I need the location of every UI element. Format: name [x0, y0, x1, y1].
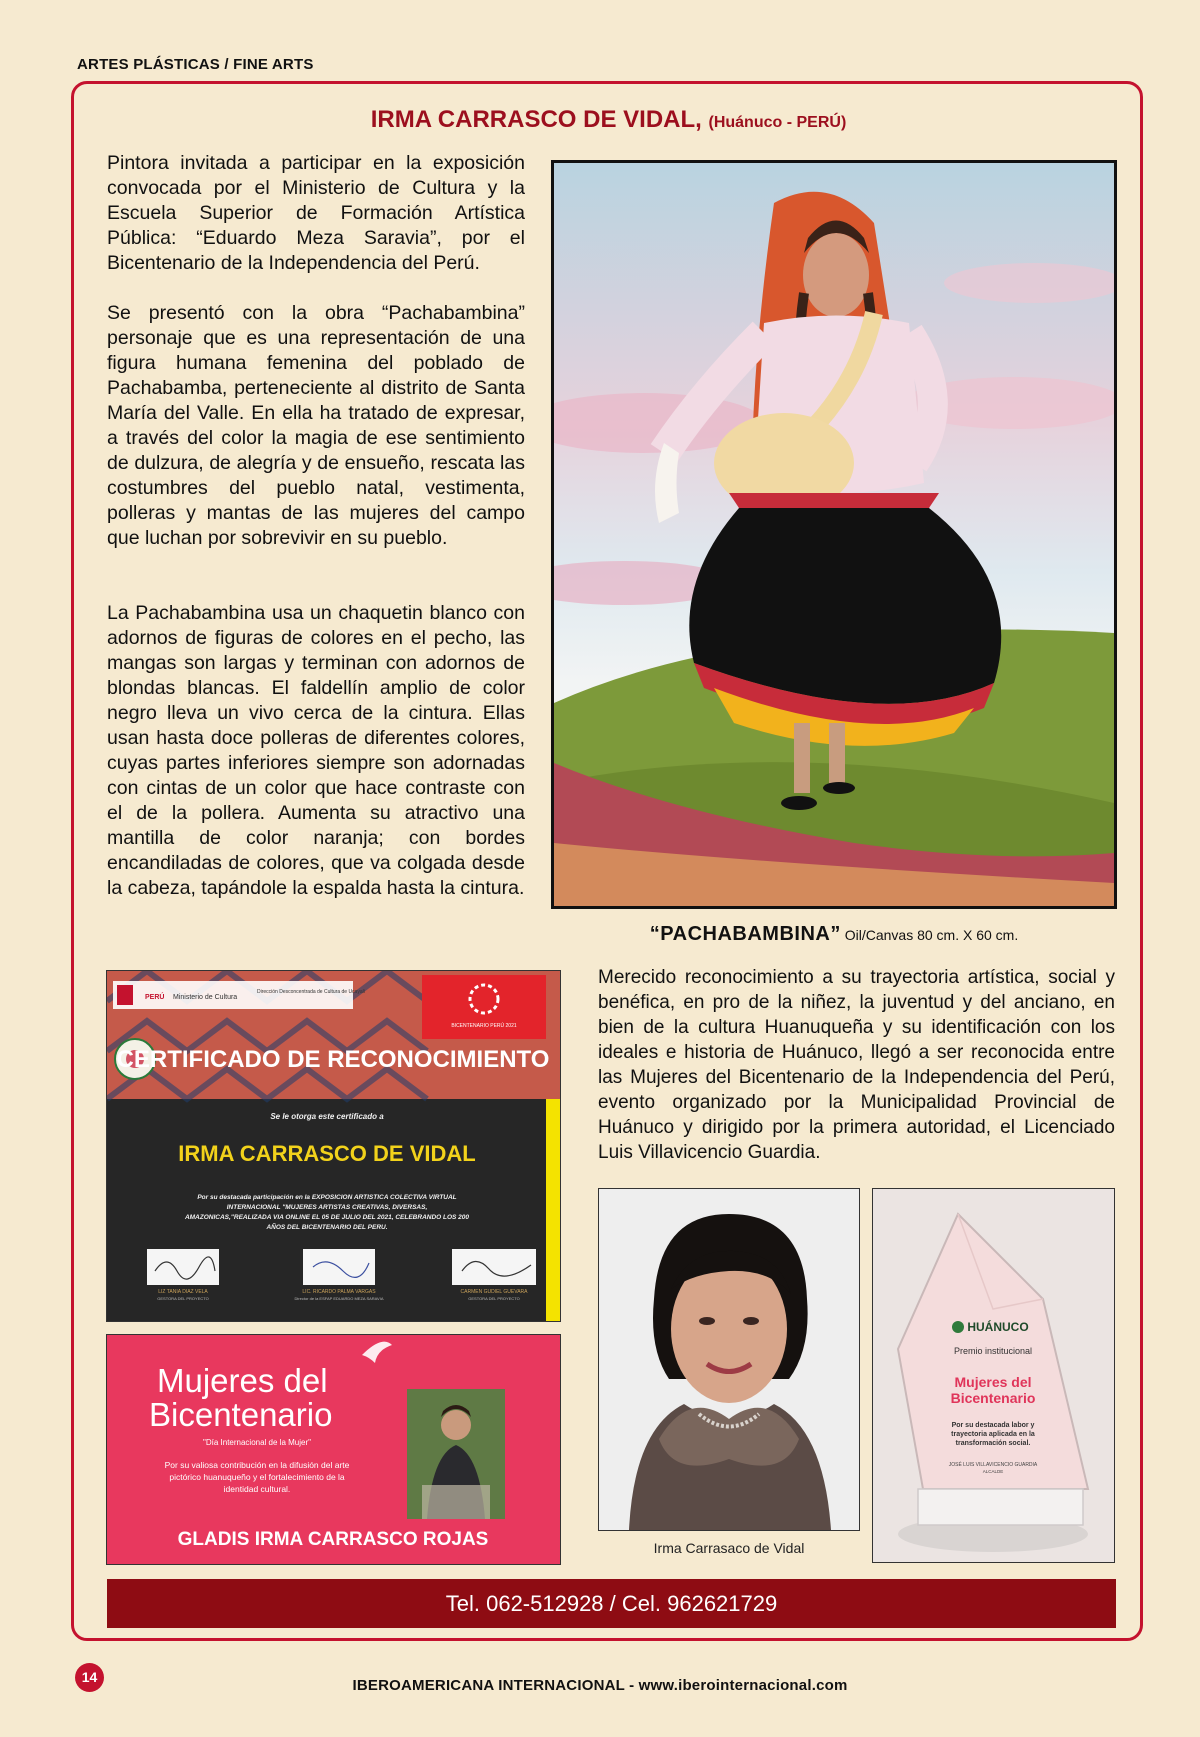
- trophy-award: Premio institucional: [953, 1346, 1033, 1356]
- trophy-title-line1: Mujeres del: [954, 1374, 1032, 1390]
- section-label: ARTES PLÁSTICAS / FINE ARTS: [77, 56, 314, 73]
- cert-title: CERTIFICADO DE RECONOCIMIENTO: [116, 1046, 550, 1073]
- cert-direction-label: Dirección Desconcentrada de Cultura de Ucayali: [257, 989, 365, 995]
- mujeres-body-line: pictórico huanuqueño y el fortalecimiento de la: [169, 1472, 345, 1482]
- huanuco-logo: [952, 1321, 964, 1333]
- trophy-signer-role: ALCALDE: [982, 1469, 1004, 1474]
- cert-granted: Se le otorga este certificado a: [270, 1112, 384, 1121]
- recognition-certificate: [106, 970, 561, 1322]
- artist-origin: (Huánuco - PERÚ): [708, 114, 847, 131]
- cert-recipient: IRMA CARRASCO DE VIDAL: [178, 1141, 476, 1166]
- cert-reason-line: Por su destacada participación en la EXPOSICION ARTISTICA COLECTIVA VIRTUAL: [197, 1194, 457, 1201]
- trophy-signer: JOSÉ LUIS VILLAVICENCIO GUARDIA: [948, 1462, 1038, 1468]
- mujeres-body-line: Por su valiosa contribución en la difusión del arte: [164, 1460, 350, 1470]
- painting-details: Oil/Canvas 80 cm. X 60 cm.: [844, 927, 1019, 943]
- cert-signer-name: LIC. RICARDO PALMA VARGAS: [302, 1289, 376, 1295]
- work-paragraph: Se presentó con la obra “Pachabambina” personaje que es una representación de una figura humana femenina del poblado de Pachabamba, perteneciente al distrito de Santa María del Valle. En ella ha tratado de expresar, a través del color la magia de ese sentimiento de dulzura, de alegría y de ensueño, rescata las costumbres del pueblo natal, vestimenta, polleras y mantas de las mujeres del campo que luchan por sobrevivir en su pueblo.: [107, 302, 525, 549]
- contact-phone-bar: Tel. 062-512928 / Cel. 962621729: [107, 1579, 1116, 1628]
- mujeres-body-line: identidad cultural.: [223, 1484, 291, 1494]
- cert-reason-line: INTERNACIONAL "MUJERES ARTISTAS CREATIVAS, DIVERSAS,: [226, 1204, 428, 1211]
- trophy-body-line: Por su destacada labor y: [951, 1422, 1035, 1429]
- article-title: [71, 106, 1146, 134]
- mujeres-honoree-name: GLADIS IRMA CARRASCO ROJAS: [177, 1529, 489, 1550]
- cert-signer-name: LIZ TANIA DIAZ VELA: [158, 1289, 208, 1295]
- cert-ministry-label: Ministerio de Cultura: [173, 994, 238, 1001]
- mujeres-title-line2: Bicentenario: [149, 1396, 333, 1433]
- painting-caption: [551, 923, 1117, 946]
- page-number: 14: [75, 1663, 104, 1692]
- mujeres-bicentenario-card: [106, 1334, 561, 1565]
- cert-bicentenario-label: BICENTENARIO PERÚ 2021: [451, 1023, 517, 1029]
- recognition-paragraph: Merecido reconocimiento a su trayectoria artística, social y benéfica, en pro de la niñez, la juventud y del anciano, en bien de la cultura Huanuqueña y su identificación con los ideales e historia de Huánuco, llegó a ser reconocida entre las Mujeres del Bicentenario de la Independencia del Perú, evento organizado por la Municipalidad Provincial de Huánuco y dirigido por la primera autoridad, el Licenciado Luis Villavicencio Guardia.: [598, 967, 1115, 1163]
- artist-name: IRMA CARRASCO DE VIDAL,: [370, 106, 702, 133]
- footer-text: IBEROAMERICANA INTERNACIONAL - www.iberointernacional.com: [352, 1677, 848, 1694]
- costume-paragraph: La Pachabambina usa un chaquetin blanco con adornos de figuras de colores en el pecho, las mangas son largas y terminan con adornos de blondas blancas. El faldellín amplio de color negro lleva un vivo cerca de la cintura. Ellas usan hasta doce polleras de diferentes colores, cuyas partes inferiores siempre son adornadas con cintas de un color que hace contraste con el de la pollera. Aumenta su atractivo una mantilla de color naranja; con bordes encandiladas de colores, que va colgada desde la cabeza, tapándole la espalda hasta la cintura.: [107, 602, 525, 899]
- mujeres-photo: [407, 1389, 505, 1519]
- trophy-org: HUÁNUCO: [967, 1320, 1029, 1334]
- cert-signer-role: GESTORA DEL PROYECTO: [468, 1296, 520, 1301]
- cert-signer-role: GESTORA DEL PROYECTO: [157, 1296, 209, 1301]
- portrait-caption: Irma Carrasaco de Vidal: [653, 1540, 805, 1556]
- cert-reason-line: AÑOS DEL BICENTENARIO DEL PERU.: [266, 1224, 388, 1231]
- painting-title: “PACHABAMBINA”: [649, 923, 841, 945]
- mujeres-title-line1: Mujeres del: [157, 1362, 328, 1399]
- trophy-body-line: trayectoria aplicada en la: [951, 1431, 1035, 1438]
- award-trophy: [872, 1188, 1115, 1563]
- intro-paragraph: Pintora invitada a participar en la exposición convocada por el Ministerio de Cultura y la Escuela Superior de Formación Artística Pública: “Eduardo Meza Saravia”, por el Bicentenario de la Independencia del Perú.: [107, 152, 525, 274]
- cert-peru-label: PERÚ: [145, 994, 165, 1001]
- cert-signer-name: CARMEN GUDIEL GUEVARA: [460, 1289, 528, 1295]
- cert-reason-line: AMAZONICAS,"REALIZADA VIA ONLINE EL 05 DE JULIO DEL 2021, CELEBRANDO LOS 200: [184, 1214, 470, 1221]
- trophy-title-line2: Bicentenario: [950, 1390, 1036, 1406]
- trophy-body-line: transformación social.: [955, 1440, 1031, 1447]
- mujeres-subtitle: "Día Internacional de la Mujer": [203, 1438, 311, 1447]
- pachabambina-painting: [551, 160, 1117, 909]
- artist-portrait: [598, 1188, 860, 1531]
- cert-signer-role: Director de la ESFAP EDUARDO MEZA SARAVIA: [294, 1296, 384, 1301]
